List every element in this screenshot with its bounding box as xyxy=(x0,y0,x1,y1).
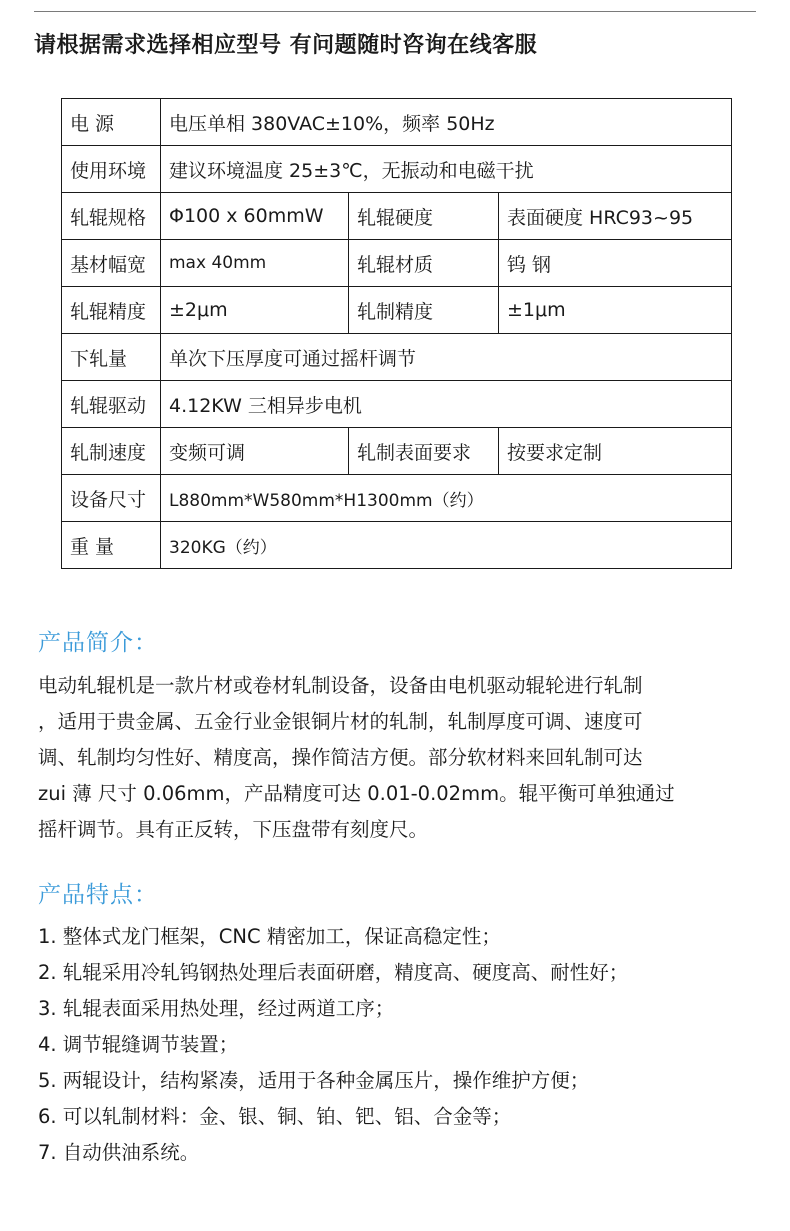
spec-value: 变频可调 xyxy=(161,428,349,475)
feature-item: 3. 轧辊表面采用热处理，经过两道工序； xyxy=(38,997,395,1020)
spec-value-2: ±1μm xyxy=(499,287,732,334)
intro-line: zui 薄 尺寸 0.06mm，产品精度可达 0.01-0.02mm。辊平衡可单独通过 xyxy=(38,782,675,805)
spec-key: 轧辊精度 xyxy=(62,287,161,334)
spec-value: 320KG（约） xyxy=(161,522,732,569)
spec-row-drive xyxy=(62,381,732,428)
feature-item: 5. 两辊设计，结构紧凑，适用于各种金属压片，操作维护方便； xyxy=(38,1069,590,1092)
spec-value: max 40mm xyxy=(161,240,349,287)
spec-value-2: 表面硬度 HRC93~95 xyxy=(499,193,732,240)
spec-key: 使用环境 xyxy=(62,146,161,193)
features-title: 产品特点： xyxy=(38,882,158,908)
intro-line: 摇杆调节。具有正反转，下压盘带有刻度尺。 xyxy=(38,818,429,841)
spec-key-2: 轧辊硬度 xyxy=(349,193,499,240)
feature-item: 1. 整体式龙门框架，CNC 精密加工，保证高稳定性； xyxy=(38,925,501,948)
spec-key: 轧辊驱动 xyxy=(62,381,161,428)
spec-key-2: 轧辊材质 xyxy=(349,240,499,287)
spec-key: 轧制速度 xyxy=(62,428,161,475)
header-note: 请根据需求选择相应型号 有问题随时咨询在线客服 xyxy=(34,33,538,58)
spec-value: Φ100 x 60mmW xyxy=(161,193,349,240)
feature-item: 7. 自动供油系统。 xyxy=(38,1141,200,1164)
spec-row-speed xyxy=(62,428,732,475)
spec-row-reduction xyxy=(62,334,732,381)
spec-key: 下轧量 xyxy=(62,334,161,381)
spec-value: ±2μm xyxy=(161,287,349,334)
top-divider xyxy=(34,11,756,12)
spec-key: 轧辊规格 xyxy=(62,193,161,240)
spec-value: 建议环境温度 25±3℃，无振动和电磁干扰 xyxy=(161,146,732,193)
intro-title: 产品简介： xyxy=(38,630,158,656)
spec-row-environment xyxy=(62,146,732,193)
spec-key: 电 源 xyxy=(62,99,161,146)
spec-row-power xyxy=(62,99,732,146)
feature-item: 6. 可以轧制材料：金、银、铜、铂、钯、铝、合金等； xyxy=(38,1105,512,1128)
spec-row-weight xyxy=(62,522,732,569)
feature-item: 2. 轧辊采用冷轧钨钢热处理后表面研磨，精度高、硬度高、耐性好； xyxy=(38,961,629,984)
spec-table xyxy=(61,98,732,569)
spec-key-2: 轧制精度 xyxy=(349,287,499,334)
spec-value-2: 按要求定制 xyxy=(499,428,732,475)
spec-key: 基材幅宽 xyxy=(62,240,161,287)
spec-row-precision xyxy=(62,287,732,334)
spec-key-2: 轧制表面要求 xyxy=(349,428,499,475)
spec-value: L880mm*W580mm*H1300mm（约） xyxy=(161,475,732,522)
intro-line: 电动轧辊机是一款片材或卷材轧制设备，设备由电机驱动辊轮进行轧制 xyxy=(38,674,643,697)
intro-line: 调、轧制均匀性好、精度高，操作简洁方便。部分软材料来回轧制可达 xyxy=(38,746,643,769)
intro-line: ，适用于贵金属、五金行业金银铜片材的轧制，轧制厚度可调、速度可 xyxy=(38,710,643,733)
spec-value: 4.12KW 三相异步电机 xyxy=(161,381,732,428)
spec-row-roll-spec xyxy=(62,193,732,240)
spec-row-dimensions xyxy=(62,475,732,522)
spec-row-width xyxy=(62,240,732,287)
spec-key: 设备尺寸 xyxy=(62,475,161,522)
spec-value-2: 钨 钢 xyxy=(499,240,732,287)
spec-key: 重 量 xyxy=(62,522,161,569)
spec-value: 单次下压厚度可通过摇杆调节 xyxy=(161,334,732,381)
spec-value: 电压单相 380VAC±10%，频率 50Hz xyxy=(161,99,732,146)
feature-item: 4. 调节辊缝调节装置； xyxy=(38,1033,239,1056)
